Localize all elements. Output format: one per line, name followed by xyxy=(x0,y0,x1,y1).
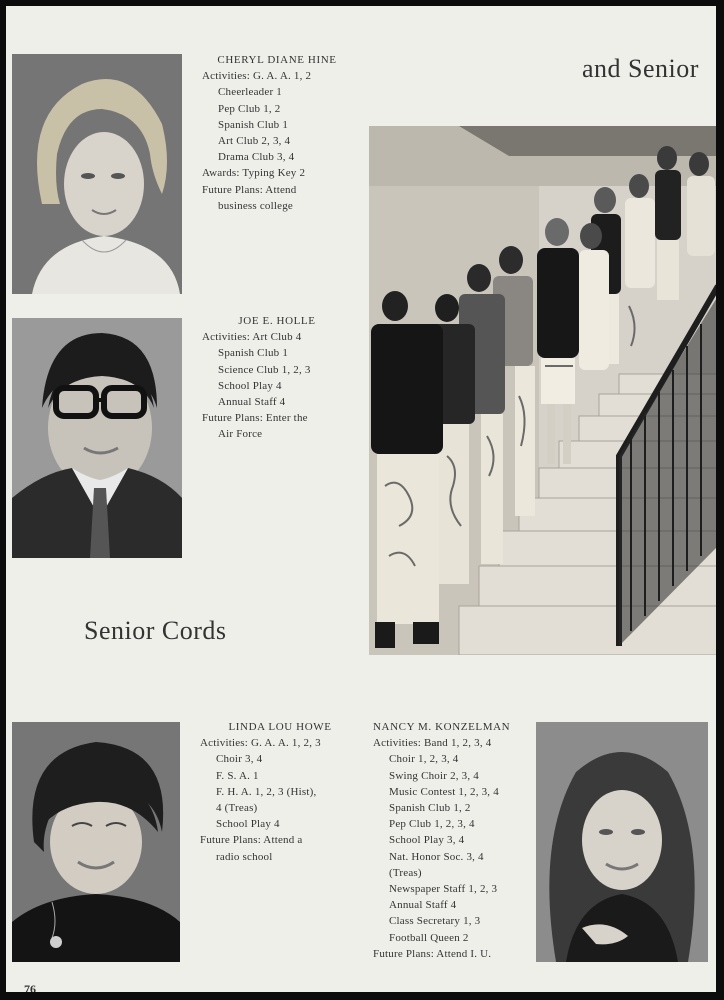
bio-line: Activities: G. A. A. 1, 2, 3 xyxy=(200,737,321,750)
bio-line: Science Club 1, 2, 3 xyxy=(218,363,311,376)
bio-line: Future Plans: Attend I. U. xyxy=(373,947,492,960)
bio-line: Choir 1, 2, 3, 4 xyxy=(389,753,459,766)
bio-howe xyxy=(200,719,360,865)
bio-line: Future Plans: Attend xyxy=(202,183,297,196)
section-heading-top: and Senior xyxy=(582,54,699,83)
student-name: NANCY M. KONZELMAN xyxy=(373,721,511,733)
bio-line: Pep Club 1, 2 xyxy=(218,102,281,115)
bio-line: Awards: Typing Key 2 xyxy=(202,167,306,180)
bio-line: F. H. A. 1, 2, 3 (Hist), xyxy=(216,785,317,798)
bio-lines xyxy=(202,68,352,214)
bio-line: 4 (Treas) xyxy=(216,802,258,815)
section-heading-senior-cords: Senior Cords xyxy=(84,616,227,645)
group-photo-stairs xyxy=(369,126,716,655)
bio-line: Drama Club 3, 4 xyxy=(218,151,295,164)
student-name: JOE E. HOLLE xyxy=(238,315,316,327)
bio-line: Activities: G. A. A. 1, 2 xyxy=(202,70,312,83)
portrait-howe xyxy=(12,722,180,962)
bio-line: Future Plans: Attend a xyxy=(200,834,303,847)
bio-holle xyxy=(202,313,352,443)
bio-line: Activities: Art Club 4 xyxy=(202,331,302,344)
portrait-hine xyxy=(12,54,182,294)
bio-line: F. S. A. 1 xyxy=(216,769,259,782)
bio-line: Annual Staff 4 xyxy=(389,899,457,912)
portrait-konzelman xyxy=(536,722,708,962)
student-name: LINDA LOU HOWE xyxy=(228,721,332,733)
student-name: CHERYL DIANE HINE xyxy=(217,54,337,66)
bio-line: Swing Choir 2, 3, 4 xyxy=(389,769,479,782)
bio-line: Newspaper Staff 1, 2, 3 xyxy=(389,883,498,896)
bio-line: business college xyxy=(218,199,293,212)
bio-line: Future Plans: Enter the xyxy=(202,412,308,425)
bio-line: School Play 4 xyxy=(218,379,282,392)
bio-line: radio school xyxy=(216,850,273,863)
bio-line: Spanish Club 1, 2 xyxy=(389,802,471,815)
portrait-holle xyxy=(12,318,182,558)
bio-line: Annual Staff 4 xyxy=(218,396,286,409)
bio-line: Football Queen 2 xyxy=(389,931,469,944)
page-number: 76 xyxy=(24,982,36,992)
bio-line: Pep Club 1, 2, 3, 4 xyxy=(389,818,475,831)
yearbook-page xyxy=(6,6,716,992)
bio-hine xyxy=(202,52,352,214)
bio-line: Cheerleader 1 xyxy=(218,86,282,99)
bio-konzelman xyxy=(373,719,538,962)
bio-line: (Treas) xyxy=(389,866,422,879)
bio-lines xyxy=(373,735,538,962)
bio-line: Spanish Club 1 xyxy=(218,118,289,131)
bio-line: Music Contest 1, 2, 3, 4 xyxy=(389,785,499,798)
bio-line: Air Force xyxy=(218,428,263,441)
bio-line: School Play 3, 4 xyxy=(389,834,465,847)
bio-line: Activities: Band 1, 2, 3, 4 xyxy=(373,737,492,750)
bio-line: Spanish Club 1 xyxy=(218,347,289,360)
bio-line: Choir 3, 4 xyxy=(216,753,263,766)
bio-line: Nat. Honor Soc. 3, 4 xyxy=(389,850,484,863)
bio-lines xyxy=(200,735,360,865)
bio-line: Art Club 2, 3, 4 xyxy=(218,135,291,148)
bio-lines xyxy=(202,329,352,442)
bio-line: School Play 4 xyxy=(216,818,280,831)
bio-line: Class Secretary 1, 3 xyxy=(389,915,481,928)
